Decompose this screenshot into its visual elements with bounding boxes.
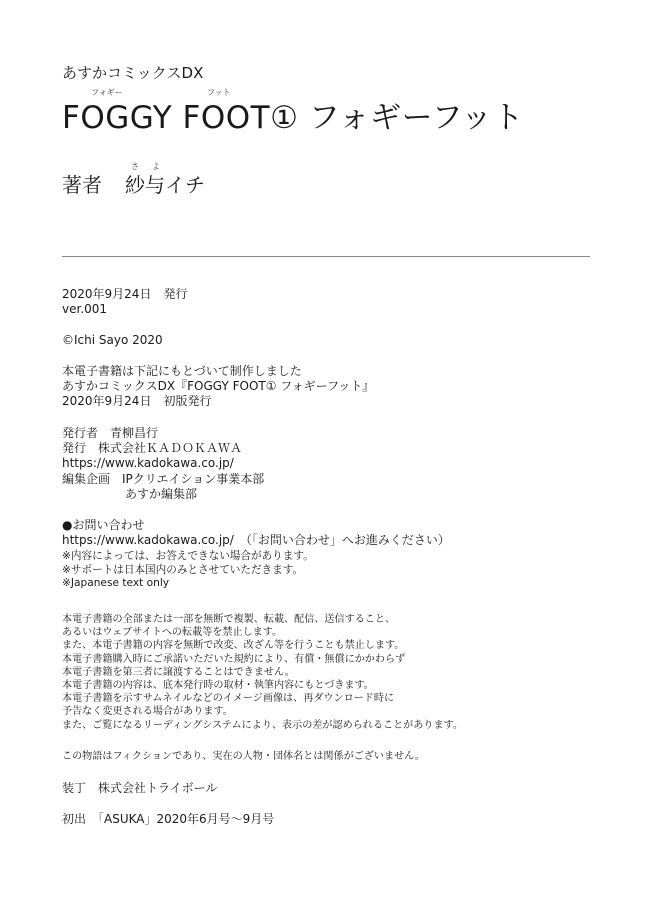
publication-date: 2020年9月24日 発行	[62, 287, 188, 301]
copyright: ©Ichi Sayo 2020	[62, 333, 163, 347]
publication-block	[62, 287, 187, 317]
book-title: FOGGY FOOT① フォギーフット	[62, 100, 524, 136]
legal-block	[62, 613, 463, 732]
publisher-line: 発行者 青柳昌行	[62, 426, 159, 440]
legal-line: あるいはウェブサイトへの転載等を禁止します。	[62, 627, 283, 639]
contact-note: ※Japanese text only	[62, 576, 170, 589]
contact-heading: ●お問い合わせ	[62, 518, 145, 532]
contact-block	[62, 518, 450, 590]
copyright-block	[62, 333, 163, 348]
design-block	[62, 781, 217, 796]
legal-line: また、ご覧になるリーディングシステムにより、表示の差が認められることがあります。	[62, 719, 463, 731]
title-ruby-foot: フット	[207, 88, 231, 97]
legal-line: 本電子書籍を第三者に譲渡することはできません。	[62, 666, 295, 678]
first-appearance-block	[62, 812, 274, 827]
legal-line: 予告なく変更される場合があります。	[62, 706, 233, 718]
contact-url-line[interactable]: https://www.kadokawa.co.jp/ （「お問い合わせ」へお進みください）	[62, 533, 450, 548]
fiction-notice: この物語はフィクションであり、実在の人物・団体名とは関係がございません。	[62, 751, 425, 762]
imprint-label: あすかコミックスDX	[62, 64, 204, 82]
legal-line: 本電子書籍を示すサムネイルなどのイメージ画像は、再ダウンロード時に	[62, 693, 395, 705]
contact-note: ※サポートは日本国内のみとさせていただきます。	[62, 563, 304, 576]
planning-line: 編集企画 IPクリエイション事業本部	[62, 471, 265, 486]
issuer-line: 発行 株式会社ＫＡＤＯＫＡＷＡ	[62, 441, 243, 456]
author-ruby-yo: よ	[152, 162, 160, 171]
version: ver.001	[62, 302, 108, 317]
publisher-url[interactable]: https://www.kadokawa.co.jp/	[62, 456, 234, 471]
fiction-notice-block	[62, 750, 425, 763]
first-appearance: 初出 「ASUKA」2020年6月号～9月号	[62, 812, 275, 826]
credits-block	[62, 426, 264, 502]
legal-line: 本電子書籍の内容は、底本発行時の取材・執筆内容にもとづきます。	[62, 679, 374, 691]
divider-line	[62, 256, 590, 257]
title-ruby-foggy: フォギー	[91, 88, 123, 97]
editorial-line: あすか編集部	[125, 486, 198, 501]
author-line	[62, 175, 205, 195]
legal-line: 本電子書籍購入時にご承諾いただいた規約により、有償・無償にかかわらず	[62, 653, 406, 665]
author-name: 紗与イチ	[125, 173, 205, 197]
author-role: 著者	[62, 173, 102, 197]
design-credit: 装丁 株式会社トライボール	[62, 781, 218, 795]
author-ruby-sa: さ	[131, 162, 139, 171]
legal-line: また、本電子書籍の内容を無断で改変、改ざん等を行うことも禁止します。	[62, 640, 405, 652]
source-line-3: 2020年9月24日 初版発行	[62, 394, 212, 409]
contact-note: ※内容によっては、お答えできない場合があります。	[62, 550, 314, 563]
source-line-2: あすかコミックスDX『FOGGY FOOT① フォギーフット』	[62, 379, 375, 394]
source-block	[62, 364, 374, 410]
legal-line: 本電子書籍の全部または一部を無断で複製、転載、配信、送信すること、	[62, 614, 396, 625]
source-line-1: 本電子書籍は下記にもとづいて制作しました	[62, 364, 302, 378]
